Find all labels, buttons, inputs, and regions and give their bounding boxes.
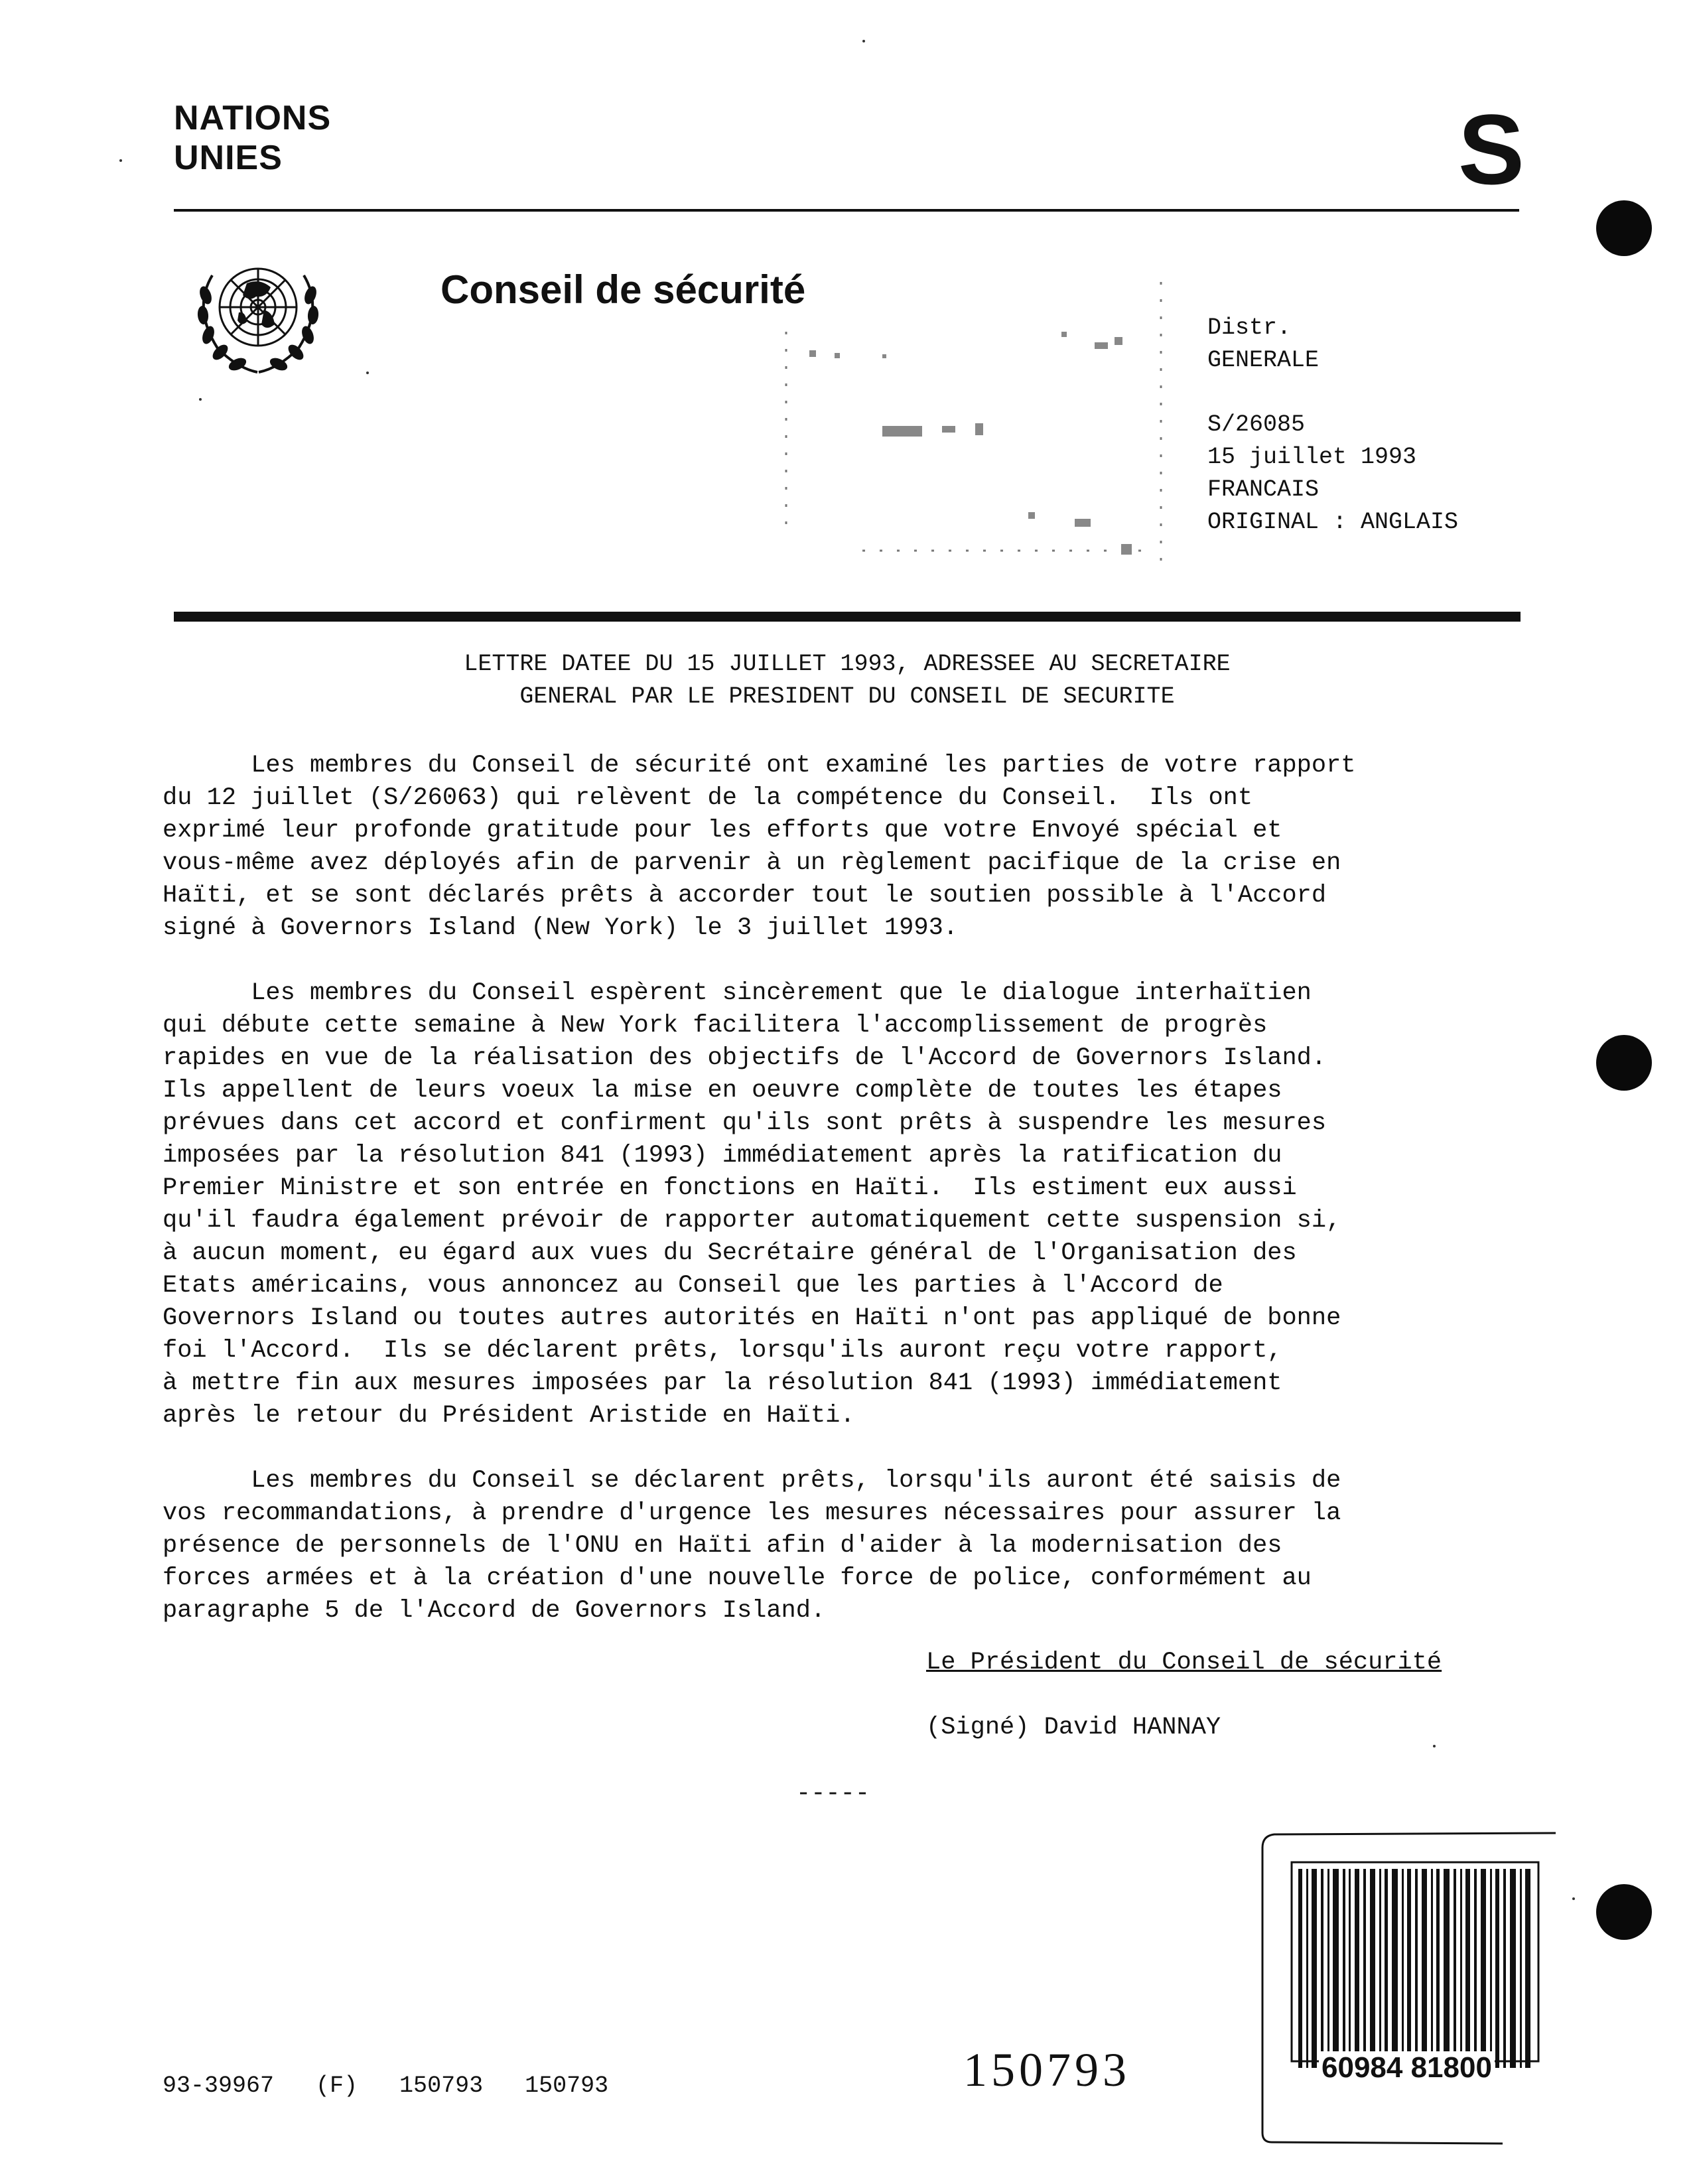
job-number: 93-39967 (F) 150793 150793 — [163, 2073, 609, 2099]
punch-hole — [1596, 200, 1652, 256]
section-rule — [174, 612, 1521, 622]
organization-name — [174, 98, 331, 178]
punch-hole — [1596, 1884, 1652, 1940]
signature-title-text: Le Président du Conseil de sécurité — [926, 1649, 1442, 1676]
header-rule — [174, 209, 1519, 212]
barcode-icon — [1251, 1821, 1562, 2146]
scan-speck — [1572, 1897, 1575, 1900]
barcode-number: 60984 81800 — [1319, 2051, 1495, 2084]
letter-body — [163, 750, 1536, 1660]
letter-title — [174, 648, 1521, 713]
original-language: ORIGINAL : ANGLAIS — [1207, 509, 1459, 535]
scan-speck — [199, 398, 202, 401]
org-line-2: UNIES — [174, 139, 283, 177]
scan-speck — [366, 372, 369, 374]
org-line-1: NATIONS — [174, 99, 332, 137]
body-paragraph-1: Les membres du Conseil de sécurité ont examiné les parties de votre rapport du 12 juillet (S/26063) qui relèvent de la compétence du Conseil. Ils ont exprimé leur profonde gratitude pour les efforts que votre Envoyé spécial et vous-même avez déployés afin de parvenir à un règlement pacifique de la crise en Haïti, et se sont déclarés prêts à accorder tout le soutien possible à l'Accord signé à Governors Island (New York) le 3 juillet 1993. — [163, 752, 1356, 942]
signed-label: Signé — [941, 1714, 1015, 1741]
letter-title-line-1: LETTRE DATEE DU 15 JUILLET 1993, ADRESSEE AU SECRETAIRE — [464, 651, 1231, 677]
signature-line: (Signé) David HANNAY — [926, 1714, 1221, 1741]
distribution-label: Distr. — [1207, 314, 1292, 341]
document-language: FRANCAIS — [1207, 476, 1320, 503]
document-symbol: S/26085 — [1207, 411, 1306, 438]
document-metadata — [1207, 312, 1458, 539]
stamp-number: 150793 — [963, 2043, 1130, 2096]
body-paragraph-2: Les membres du Conseil espèrent sincèrement que le dialogue interhaïtien qui débute cette semaine à New York facilitera l'accomplissement de progrès rapides en vue de la réalisation des objectifs de l'Accord de Governors Island. Ils appellent de leurs voeux la mise en oeuvre complète de toutes les étapes prévues dans cet accord et confirment qu'ils sont prêts à suspendre les mesures imposées par la résolution 841 (1993) immédiatement après la ratification du Premier Ministre et son entrée en fonctions en Haïti. Ils estiment eux aussi qu'il faudra également prévoir de rapporter automatiquement cette suspension si, à aucun moment, eu égard aux vues du Secrétaire général de l'Organisation des Etats américains, vous annoncez au Conseil que les parties à l'Accord de Governors Island ou toutes autres autorités en Haïti n'ont pas appliqué de bonne foi l'Accord. Ils se déclarent prêts, lorsqu'ils auront reçu votre rapport, à mettre fin aux mesures imposées par la résolution 841 (1993) immédiatement après le retour du Président Aristide en Haïti. — [163, 979, 1341, 1430]
reception-stamp — [783, 279, 1168, 571]
body-paragraph-3: Les membres du Conseil se déclarent prêts, lorsqu'ils auront été saisis de vos recommandations, à prendre d'urgence les mesures nécessaires pour assurer la présence de personnels de l'ONU en Haïti afin d'aider à la modernisation des forces armées et à la création d'une nouvelle force de police, conformément au paragraphe 5 de l'Accord de Governors Island. — [163, 1467, 1341, 1625]
scan-speck — [119, 159, 122, 162]
scan-speck — [1433, 1745, 1436, 1747]
document-series-symbol: S — [1457, 94, 1524, 205]
scan-speck — [862, 40, 865, 42]
signature-title — [926, 1647, 1442, 1679]
punch-hole — [1596, 1035, 1652, 1091]
council-name: Conseil de sécurité — [440, 267, 806, 312]
distribution-type: GENERALE — [1207, 347, 1320, 374]
letter-title-line-2: GENERAL PAR LE PRESIDENT DU CONSEIL DE SECURITE — [519, 683, 1175, 710]
un-emblem-icon — [186, 249, 330, 376]
signatory-name: David HANNAY — [1044, 1714, 1221, 1741]
document-date: 15 juillet 1993 — [1207, 444, 1417, 470]
end-of-document-mark: ----- — [796, 1780, 870, 1808]
